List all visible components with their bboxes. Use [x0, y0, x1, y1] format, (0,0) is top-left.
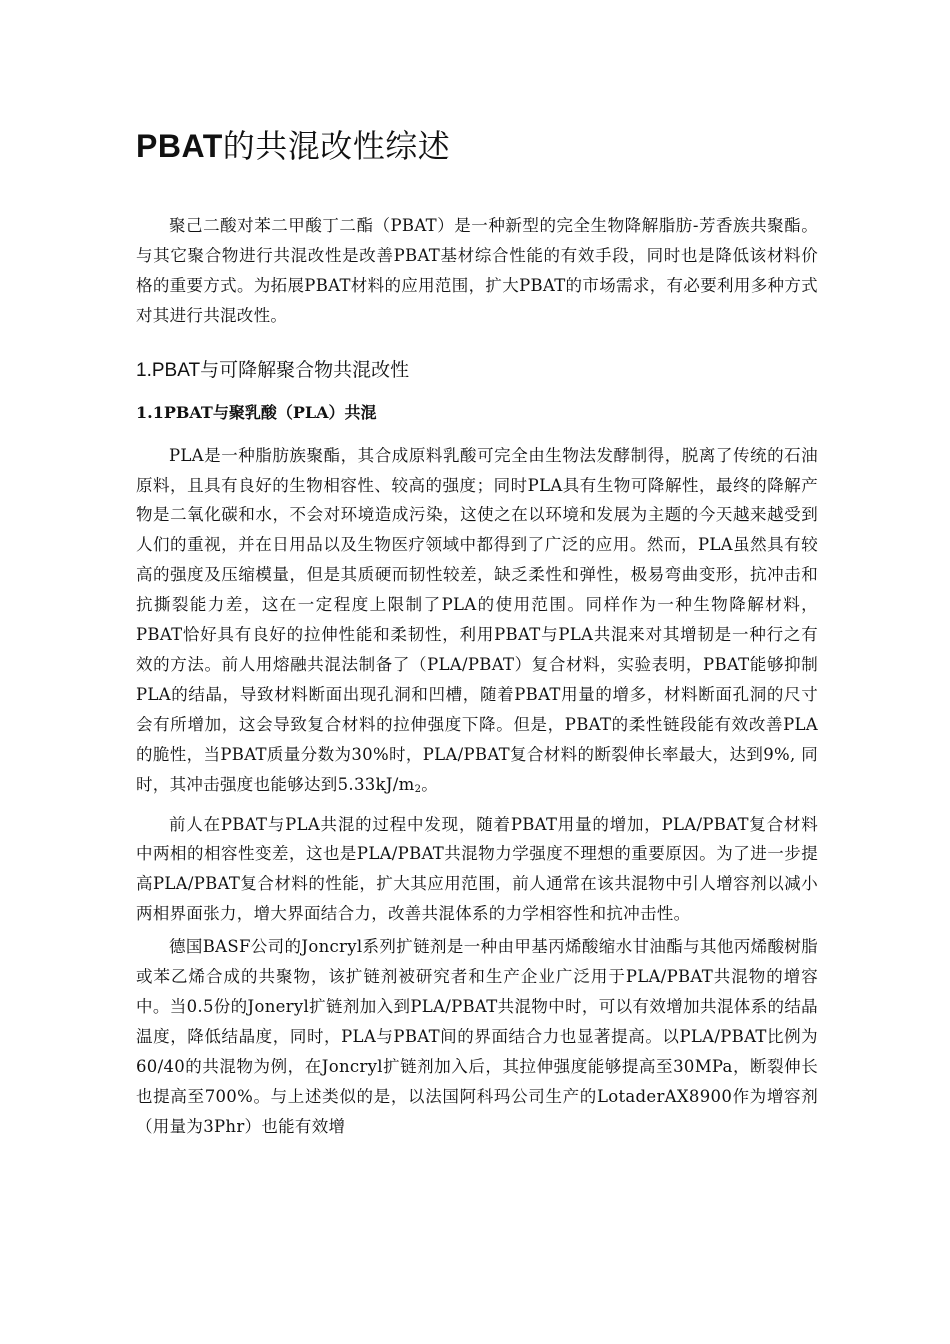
- section-1-heading: [136, 353, 818, 388]
- compatibility-paragraph: 前人在PBAT与PLA共混的过程中发现，随着PBAT用量的增加，PLA/PBAT复合材料中两相的相容性变差，这也是PLA/PBAT共混物力学强度不理想的重要原因。为了进一步提高PLA/PBAT复合材料的性能，扩大其应用范围，前人通常在该共混物中引人增容剂以减小两相界面张力，增大界面结合力，改善共混体系的力学相容性和抗冲击性。: [136, 814, 818, 924]
- document-title: [136, 118, 818, 174]
- pla-paragraph-text: PLA是一种脂肪族聚酯，其合成原料乳酸可完全由生物法发酵制得，脱离了传统的石油原料，且具有良好的生物相容性、较高的强度；同时PLA具有生物可降解性，最终的降解产物是二氧化碳和水，不会对环境造成污染，这使之在以环境和发展为主题的今天越来越受到人们的重视，并在日用品以及生物医疗领域中都得到了广泛的应用。然而，PLA虽然具有较高的强度及压缩模量，但是其质硬而韧性较差，缺乏柔性和弹性，极易弯曲变形，抗冲击和抗撕裂能力差，这在一定程度上限制了PLA的使用范围。同样作为一种生物降解材料，PBAT恰好具有良好的拉伸性能和柔韧性，利用PBAT与PLA共混来对其增韧是一种行之有效的方法。前人用熔融共混法制备了（PLA/PBAT）复合材料，实验表明，PBAT能够抑制PLA的结晶，导致材料断面出现孔洞和凹槽，随着PBAT用量的增多，材料断面孔洞的尺寸会有所增加，这会导致复合材料的拉伸强度下降。但是，PBAT的柔性链段能有效改善PLA的脆性，当PBAT质量分数为30%时，PLA/PBAT复合材料的断裂伸长率最大，达到9%, 同时，其冲击强度也能够达到5.33kJ/m: [136, 445, 818, 794]
- pla-paragraph-end: 。: [421, 774, 439, 794]
- document-body: [136, 118, 818, 1141]
- section-1-1-heading: 1.1PBAT与聚乳酸（PLA）共混: [136, 402, 377, 422]
- intro-paragraph: 聚己二酸对苯二甲酸丁二酯（PBAT）是一种新型的完全生物降解脂肪-芳香族共聚酯。与其它聚合物进行共混改性是改善PBAT基材综合性能的有效手段，同时也是降低该材料价格的重要方式。为拓展PBAT材料的应用范围，扩大PBAT的市场需求，有必要利用多种方式对其进行共混改性。: [136, 216, 818, 325]
- basf-joncryl-paragraph: 德国BASF公司的Joncryl系列扩链剂是一种由甲基丙烯酸缩水甘油酯与其他丙烯酸树脂或苯乙烯合成的共聚物，该扩链剂被研究者和生产企业广泛用于PLA/PBAT共混物的增容中。当0.5份的Joneryl扩链剂加入到PLA/PBAT共混物中时，可以有效增加共混体系的结晶温度，降低结晶度，同时，PLA与PBAT间的界面结合力也显著提高。以PLA/PBAT比例为60/40的共混物为例，在Joncryl扩链剂加入后，其拉伸强度能够提高至30MPa，断裂伸长也提高至700%。与上述类似的是，以法国阿科玛公司生产的LotaderAX8900作为增容剂（用量为3Phr）也能有效增: [136, 937, 818, 1136]
- section-1-text: 与可降解聚合物共混改性: [200, 358, 410, 381]
- pla-paragraph: [136, 441, 818, 805]
- document-title-latin: PBAT: [136, 128, 223, 164]
- section-1-number: 1.PBAT: [136, 359, 201, 381]
- document-title-rest: 的共混改性综述: [222, 127, 451, 165]
- pla-paragraph-subscript: 2: [414, 783, 422, 795]
